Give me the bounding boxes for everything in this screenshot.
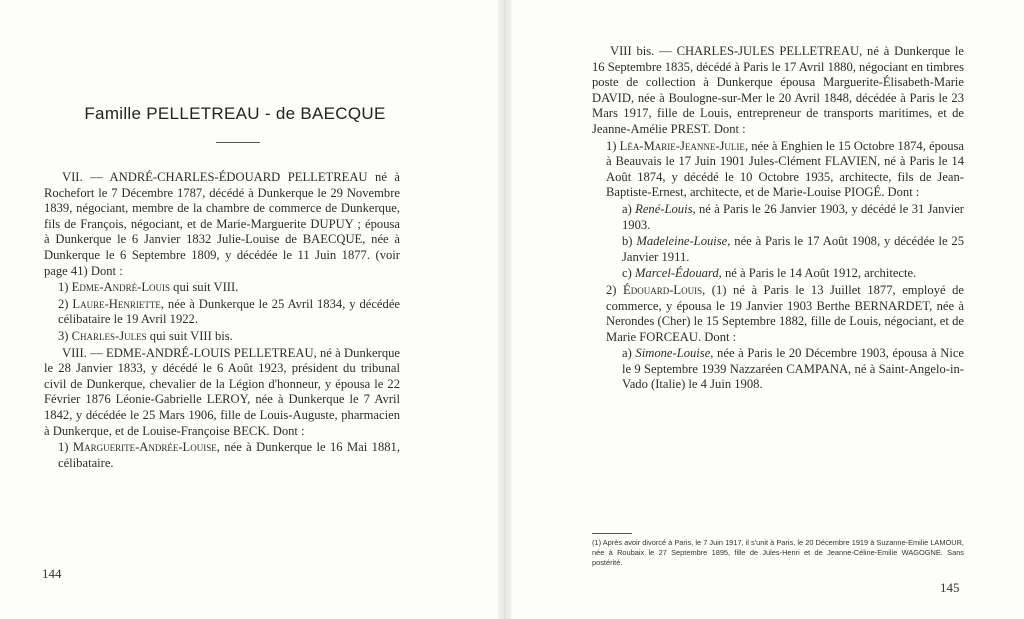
person-name: ANDRÉ-CHARLES-ÉDOUARD PELLETREAU xyxy=(109,170,368,184)
footnote: (1) Après avoir divorcé à Paris, le 7 Juin 1917, il s'unit à Paris, le 20 Décembre 1919 à Suzanne-Emilie LAMOUR, née à Roubaix le 27 Septembre 1895, fille de Jules-Henri et de Jeanne-Céline-Emilie WAGOGNE. Sans postérité. xyxy=(592,538,964,567)
list-item: a) Simone-Louise, née à Paris le 20 Décembre 1903, épousa à Nice le 9 Septembre 1939 Nazzaréen CAMPANA, né à Saint-Angelo-in-Vado (Italie) le 4 Juin 1908. xyxy=(622,346,965,392)
list-item: 1) Marguerite-Andrée-Louise, née à Dunkerque le 16 Mai 1881, célibataire. xyxy=(58,440,400,470)
child-name: Marguerite-Andrée-Louise xyxy=(72,440,217,455)
page-number-right: 145 xyxy=(940,580,960,595)
list-item: b) Madeleine-Louise, née à Paris le 17 Août 1908, y décédée le 25 Janvier 1911. xyxy=(622,234,964,264)
person-details: , né à Dunkerque le 28 Janvier 1833, y décédé le 6 Août 1923, président du tribunal civil de Dunkerque, chevalier de la Légion d'honneur, y épousa le 22 Février 1876 Léonie-Gabrielle LEROY, née à Dunkerque le 7 Avril 1842, y décédée le 25 Mars 1906, fille de Louis-Auguste, pharmacien à Dunkerque, et de Louise-Françoise BECK. Dont : xyxy=(44,345,400,438)
grandchild-name: Marcel-Édouard xyxy=(634,266,719,281)
generation-viii-paragraph xyxy=(44,346,400,440)
footnote-divider xyxy=(592,533,632,534)
child-name: Charles-Jules xyxy=(71,328,147,343)
generation-viii-bis-paragraph xyxy=(592,44,964,138)
child-name: Edme-André-Louis xyxy=(71,280,171,295)
grandchild-name: Madeleine-Louise xyxy=(636,234,728,249)
list-item: a) René-Louis, né à Paris le 26 Janvier 1903, y décédé le 31 Janvier 1903. xyxy=(622,201,964,232)
child-name: Léa-Marie-Jeanne-Julie xyxy=(619,138,745,153)
generation-vii-paragraph xyxy=(44,170,400,279)
person-details: , né à Dunkerque le 16 Septembre 1835, décédé à Paris le 17 Avril 1880, négociant en timbres poste de collection à Dunkerque épousa Marguerite-Élisabeth-Marie DAVID, née à Boulogne-sur-Mer le 20 Avril 1848, décédée à Paris le 23 Mars 1917, fille de Louis, entrepreneur de transports maritimes, et de Jeanne-Amélie PREST. Dont : xyxy=(592,44,965,136)
left-page-body xyxy=(44,170,400,472)
page-title: Famille PELLETREAU - de BAECQUE xyxy=(84,104,386,123)
list-item: 2) Laure-Henriette, née à Dunkerque le 25 Avril 1834, y décédée célibataire le 19 Avril 1922. xyxy=(58,296,400,327)
person-details: né à Rochefort le 7 Décembre 1787, décédé à Dunkerque le 29 Novembre 1839, négociant, membre de la chambre de commerce de Dunkerque, fils de François, négociant, et de Marie-Marguerite DUPUY ; épousa à Dunkerque le 6 Janvier 1832 Julie-Louise de BAECQUE, née à Dunkerque le 6 Septembre 1809, y décédée le 11 Juin 1877. (voir page 41) Dont : xyxy=(44,170,401,278)
child-name: Édouard-Louis xyxy=(623,282,703,297)
grandchild-name: Simone-Louise xyxy=(635,346,711,361)
title-divider xyxy=(216,142,260,143)
page-number-left: 144 xyxy=(42,566,62,581)
generation-label: VIII. — xyxy=(62,345,106,360)
person-name: EDME-ANDRÉ-LOUIS PELLETREAU xyxy=(106,345,314,360)
grandchild-name: René-Louis xyxy=(635,201,693,216)
person-name: CHARLES-JULES PELLETREAU xyxy=(676,44,860,58)
list-item: 3) Charles-Jules qui suit VIII bis. xyxy=(58,328,233,343)
list-item: 1) Léa-Marie-Jeanne-Julie, née à Enghien le 15 Octobre 1874, épousa à Beauvais le 17 Juin 1901 Jules-Clément FLAVIEN, né à Paris le 14 Août 1874, y décédé le 10 Octobre 1935, architecte, fils de Jean-Baptiste-Ernest, architecte, et de Marie-Louise PIOGÉ. Dont : xyxy=(606,138,965,200)
generation-label: VIII bis. — xyxy=(610,44,677,58)
list-item: c) Marcel-Édouard, né à Paris le 14 Août 1912, architecte. xyxy=(622,266,917,281)
child-name: Laure-Henriette xyxy=(72,296,161,311)
right-page-body xyxy=(592,44,964,394)
generation-label: VII. — xyxy=(62,170,110,184)
list-item: 1) Edme-André-Louis qui suit VIII. xyxy=(58,280,239,295)
list-item: 2) Édouard-Louis, (1) né à Paris le 13 Juillet 1877, employé de commerce, y épousa le 19 Janvier 1903 Berthe BERNARDET, née à Nerondes (Cher) le 15 Septembre 1882, fille de Louis, négociant, et de Marie FORCEAU. Dont : xyxy=(606,282,964,344)
book-gutter xyxy=(498,0,512,619)
